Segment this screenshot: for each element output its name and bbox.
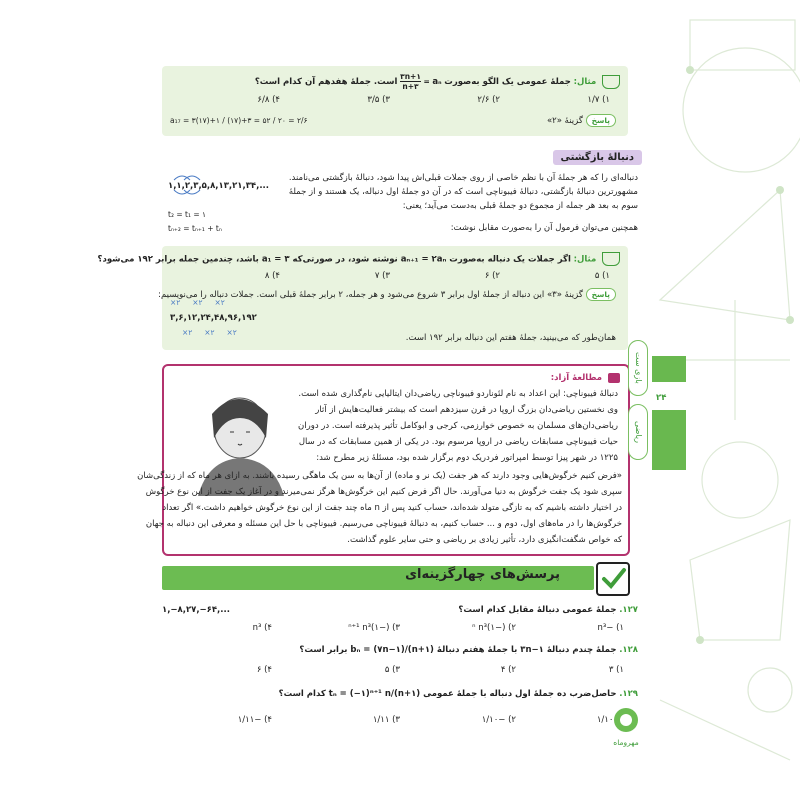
example-2-option-4: ۴) ۸ [264,271,280,281]
question-number: ۱۲۷. [619,605,638,615]
study-p7: سپری شود یک جفت خرگوش به دنیا می‌آورند. حال اگر فرض کنیم این خرگوش‌ها هرگز نمی‌میرند و در آغاز یک جفت از این نوع خرگوش [145,487,622,497]
example-2-question: اگر جملات یک دنباله به‌صورت aₙ₊₁ = ۲aₙ نوشته شود، در صورتی‌که a₁ = ۳ باشد، چندمین جمله برابر ۱۹۲ می‌شود؟ [97,254,571,265]
example-1-option-1: ۱) ۱/۷ [587,95,610,105]
example-2-box [97,246,628,350]
fibonacci-formula-a: t₂ = t₁ = ۱ [168,210,207,219]
study-p1: دنبالهٔ فیبوناچی: این اعداد به نام لئوناردو فیبوناچی ریاضی‌دان ایتالیایی نام‌گذاری شده است. [298,389,618,399]
times-two-top: ×۲ ×۲ ×۲ [170,298,225,307]
question-127 [458,604,638,617]
study-p8: در اختیار داشته باشیم که به تازگی متولد شده‌اند، حساب کنید پس از n ماه چند جفت از این نوع خرگوش خواهیم داشت.» اگر تعداد [162,503,622,513]
example-1-question: جملهٔ عمومی یک الگو به‌صورت [444,77,571,87]
example-2-option-2: ۲) ۶ [484,271,500,281]
logo-icon [612,706,640,734]
logo-text: مهروماه [613,738,639,747]
q128-option-3[interactable]: ۳) ۵ [384,665,400,675]
study-p4: حیات فیبوناچی مسابقات ریاضی در اروپا مرسوم بود. در یکی از همین مسابقات که در سال [298,437,618,447]
answer-pill: پاسخ [586,288,616,301]
recursive-line-3: سوم به بعد هر جمله از مجموع دو جملهٔ قبلی به‌دست می‌آید؛ یعنی: [402,201,638,211]
example-2-conclusion: همان‌طور که می‌بینید، جملهٔ هفتم این دنباله برابر ۱۹۲ است. [405,333,616,343]
times-two-bottom: ×۲ ×۲ ×۲ [182,328,237,337]
example-label: مثال: [573,77,597,87]
teacup-icon [602,252,620,266]
example-label: مثال: [573,254,597,265]
fraction-denominator: n+۳ [402,82,419,91]
fibonacci-sequence: ۱,۱,۲,۳,۵,۸,۱۳,۲۱,۳۴,... [168,181,270,191]
tab-chapter[interactable]: بازی‌ ست [628,340,648,396]
study-p5: ۱۲۲۵ در شهر پیزا توسط امپراتور فردریک دوم برگزار شده بود، مسئلهٔ زیر مطرح شد: [316,453,618,463]
question-number: ۱۲۹. [619,689,638,699]
q129-option-3[interactable]: ۳) ۱/۱۱ [372,715,400,725]
example-1-formula-lhs: a [432,77,439,87]
q129-option-4[interactable]: ۴) −۱/۱۱ [237,715,272,725]
study-p3: ریاضی‌دان‌های مسلمان به خصوص خوارزمی، کرجی و ابوکامل تأثیر پذیرفته است. در دوران [298,421,618,431]
example-1-option-3: ۳) ۳/۵ [367,95,390,105]
free-study-title [551,372,620,385]
sidebar-green-block-2 [652,410,686,470]
question-text: جملهٔ چندم دنبالهٔ ۳n−۱ با جملهٔ هفتم دنبالهٔ bₙ = (۷n−۱)/(n+۱) برابر است؟ [299,645,617,655]
publisher-logo [612,706,640,746]
example-2-answer-text: گزینهٔ «۳» این دنباله از جملهٔ اول برابر ۳ شروع می‌شود و هر جمله، ۲ برابر جملهٔ قبلی است. جملات دنباله را می‌نویسیم: [158,290,583,300]
book-icon [608,373,620,383]
q128-option-4[interactable]: ۴) ۶ [256,665,272,675]
q129-option-1[interactable]: ۱/۱۰ [596,715,614,725]
recursive-line-4: همچنین می‌توان فرمول آن را به‌صورت مقابل نوشت: [450,223,638,233]
example-1-fraction [400,72,421,91]
section-title-recursive: دنبالهٔ بازگشتی [553,150,642,165]
q128-option-1[interactable]: ۱) ۳ [608,665,624,675]
recursive-line-1: دنباله‌ای را که هر جملهٔ آن با نظم خاصی از روی جملات قبلی‌اش پیدا شود، دنبالهٔ بازگشتی می‌نامند. [288,173,638,183]
q127-sequence: ۱,−۸,۲۷,−۶۴,... [162,605,230,615]
example-1-calculation: a₁₇ = ۳(۱۷)+۱ / (۱۷)+۳ = ۵۲ / ۲۰ = ۲/۶ [170,116,308,125]
free-study-box [137,364,630,556]
question-129 [279,688,638,701]
question-text: حاصل‌ضرب ده جملهٔ اول دنباله با جملهٔ عمومی tₙ = (−۱)ⁿ⁺¹ n/(n+۱) کدام است؟ [278,689,617,699]
question-number: ۱۲۸. [619,645,638,655]
question-128 [299,644,638,657]
example-2-option-1: ۱) ۵ [594,271,610,281]
q127-option-2[interactable]: ۲) (−۱)ⁿ n³ [472,623,516,633]
answer-pill: پاسخ [586,114,616,127]
recursive-line-2: مشهورترین دنبالهٔ بازگشتی، دنبالهٔ فیبوناچی است که در آن دو جملهٔ اول دنباله، یک هستند و از جملهٔ [288,187,638,197]
q127-option-1[interactable]: ۱) −n³ [597,623,624,633]
fraction-numerator: ۳n+۱ [400,72,421,81]
q128-option-2[interactable]: ۲) ۴ [500,665,516,675]
teacup-icon [602,75,620,89]
tab-subject[interactable]: ریاضی [628,404,648,460]
study-p2: وی نخستین ریاضی‌دان بزرگ اروپا در قرن سیزدهم است که بیشتر فعالیت‌هایش از آثار [315,405,618,415]
study-p9: خرگوش‌ها را در ماه‌های اول، دوم و ... حساب کنیم، به دنبالهٔ فیبوناچی می‌رسیم. فیبوناچی با حل این مسئله و معرفی این دنباله به جهان [145,519,622,529]
free-study-title-text: مطالعهٔ آزاد: [550,373,603,383]
example-1-answer [547,114,616,128]
study-p10: که خواص شگفت‌انگیزی دارد، تأثیر زیادی بر ریاضی و حتی سایر علوم گذاشت. [347,535,622,545]
page-number: ۲۴ [656,393,667,403]
q129-option-2[interactable]: ۲) −۱/۱۰ [481,715,516,725]
example-2-option-3: ۳) ۷ [374,271,390,281]
fibonacci-formula-b: tₙ₊₂ = tₙ₊₁ + tₙ [168,224,222,233]
example-2-question-line [98,252,620,267]
study-p6: «فرض کنیم خرگوش‌هایی وجود دارند که هر جفت (یک نر و ماده) از آن‌ها به سن یک ماهگی رسیده باشند. به ازای هر ماه که از زندگی‌شان [137,471,622,481]
checkmark-icon [596,562,630,596]
mc-title: پرسش‌های چهارگزینه‌ای [405,567,560,582]
example-1-option-2: ۲) ۲/۶ [477,95,500,105]
example-2-answer [158,288,616,302]
fibonacci-arrows [168,170,278,202]
example-1-question-tail: است. جملهٔ هفدهم آن کدام است؟ [254,77,398,87]
question-text: جملهٔ عمومی دنبالهٔ مقابل کدام است؟ [458,605,617,615]
sidebar-green-block [652,356,686,382]
example-2-sequence: ۳,۶,۱۲,۲۴,۴۸,۹۶,۱۹۲ [170,313,257,323]
q127-option-3[interactable]: ۳) (−۱)ⁿ⁺¹ n³ [348,623,400,633]
example-1-box [162,66,628,136]
example-1-answer-text: گزینهٔ «۲» [546,116,583,126]
example-1-question-line: مثال: جملهٔ عمومی یک الگو به‌صورت aₙ = $\frac{۳n+۱}{n+۳}$ است. جملهٔ هفدهم آن کدام است؟ [255,72,620,91]
q127-option-4[interactable]: ۴) n³ [252,623,272,633]
example-1-option-4: ۴) ۶/۸ [257,95,280,105]
